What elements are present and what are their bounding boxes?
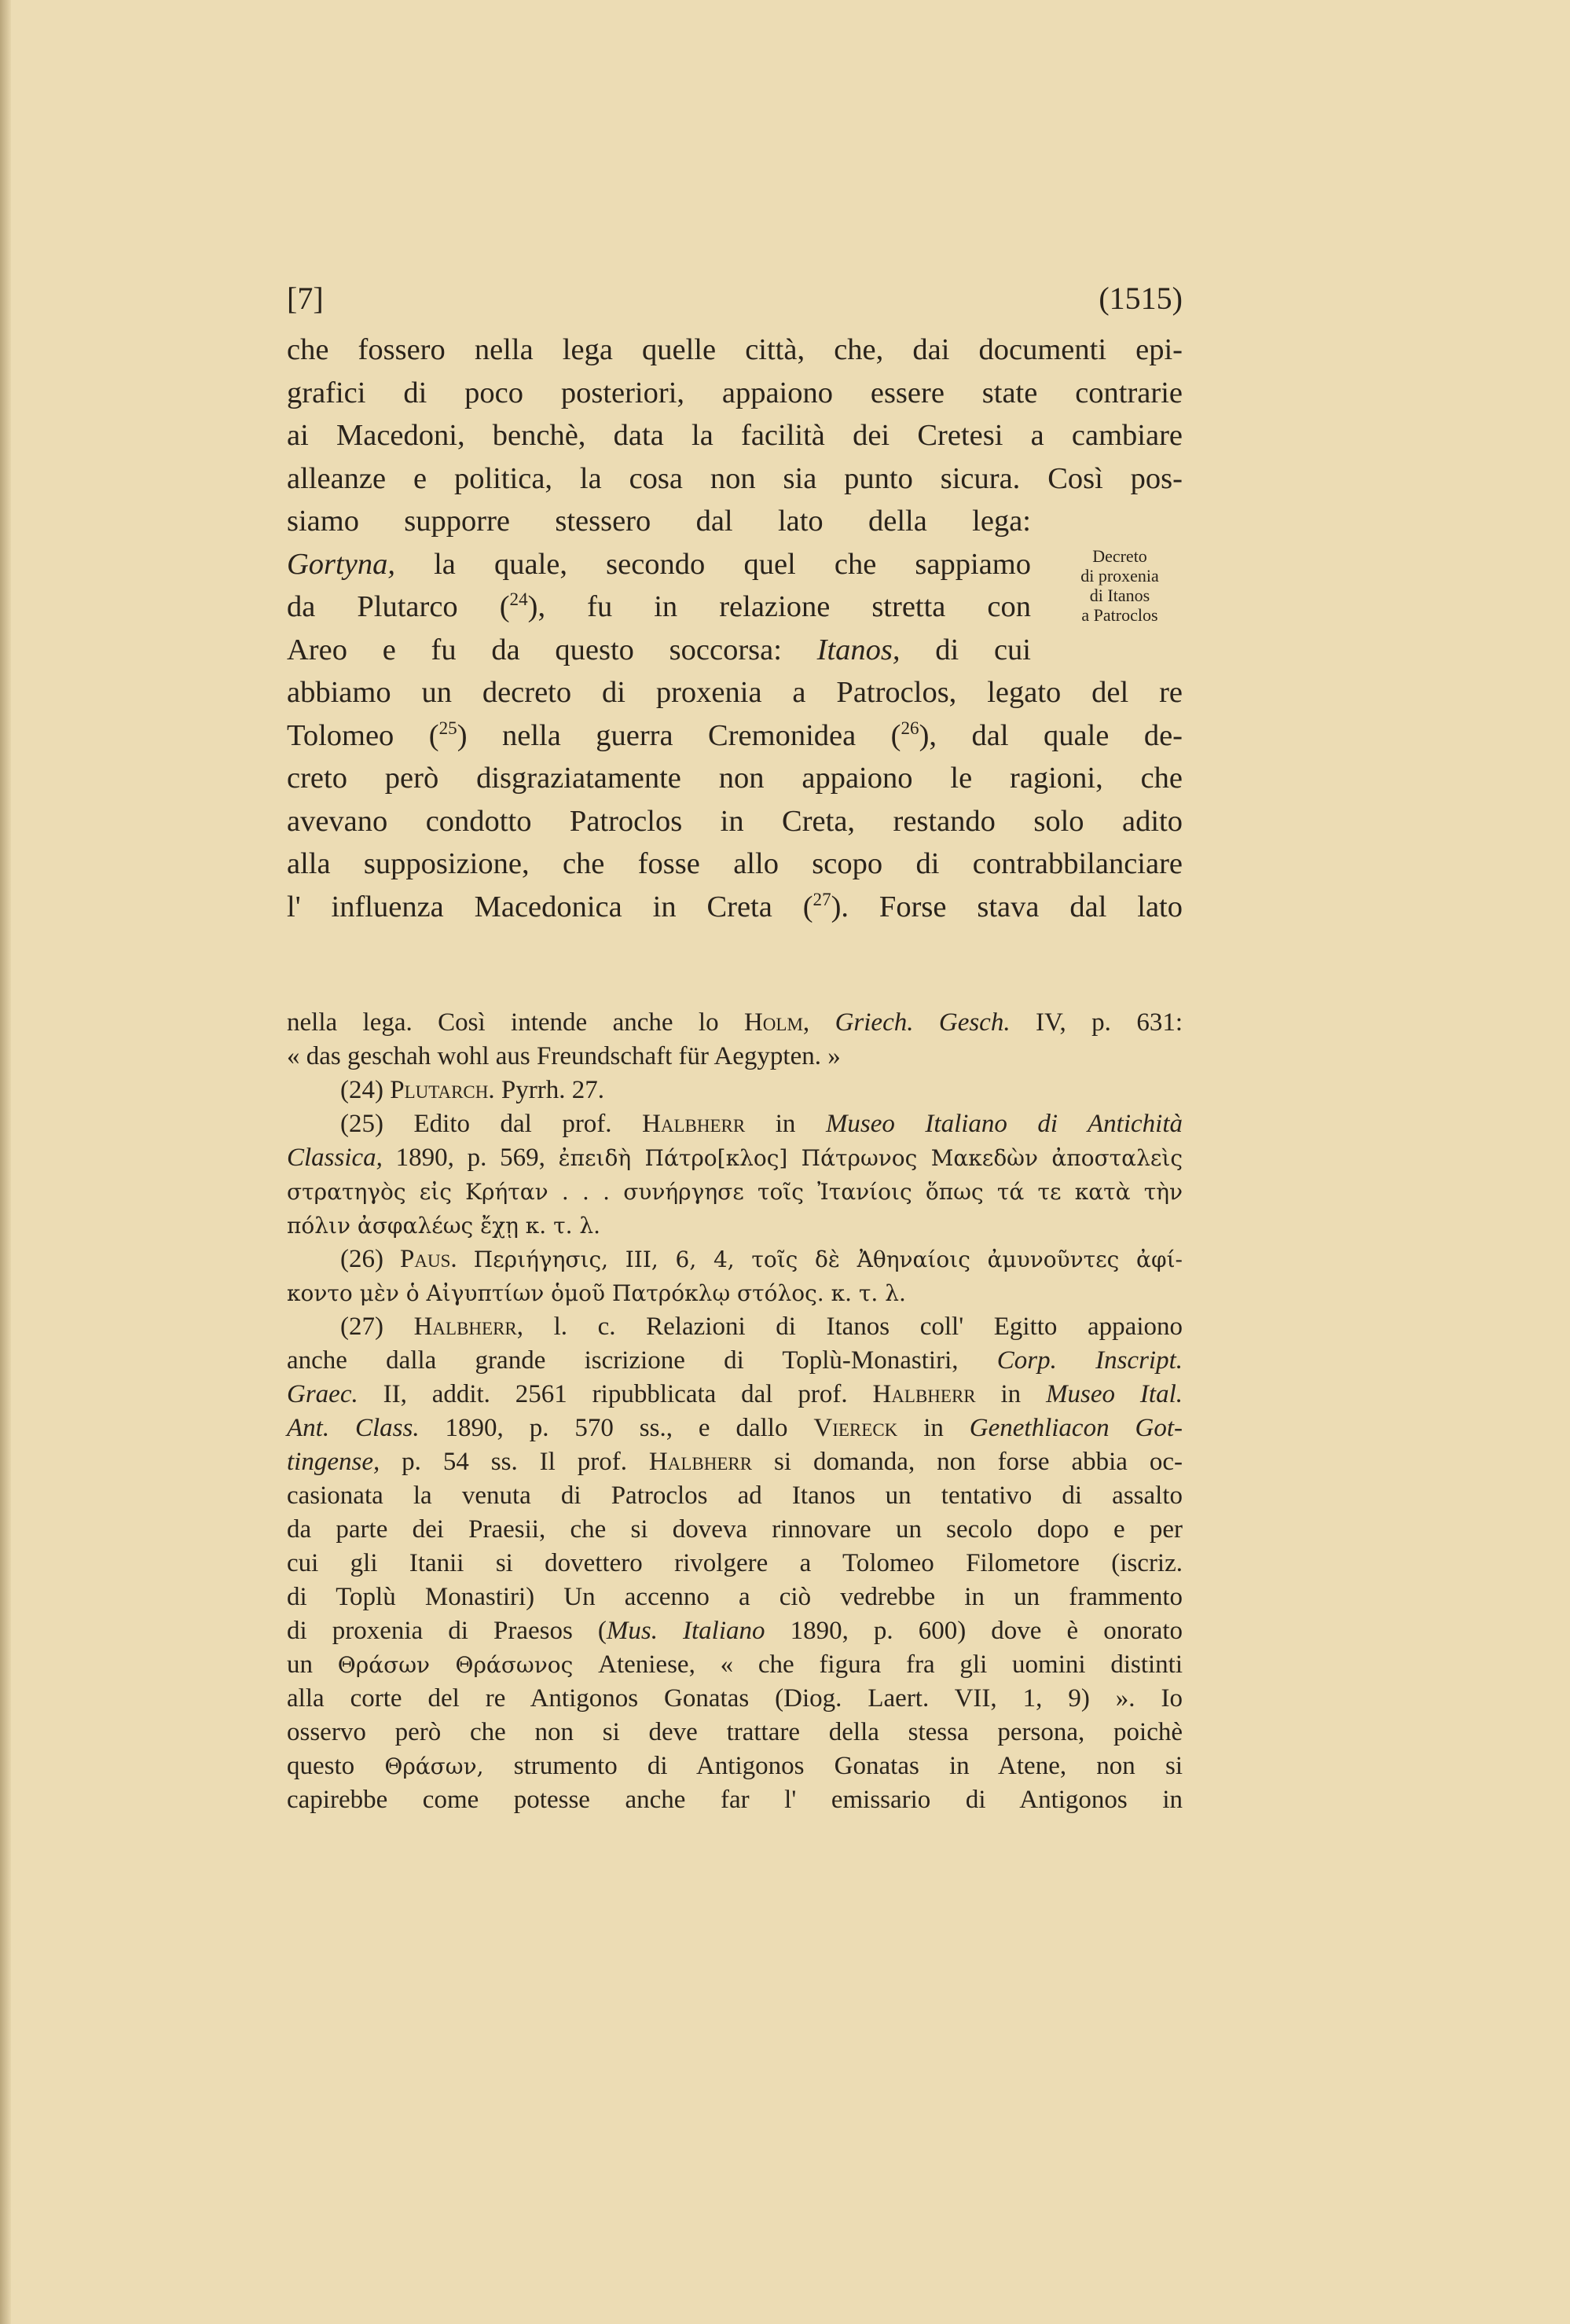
main-text — [287, 329, 1183, 928]
greek-quote: κοντο μὲν ὁ Αἰγυπτίων ὁμοῦ Πατρόκλῳ στόλος. κ. τ. λ. — [287, 1280, 906, 1306]
footnote-line: anche dalla grande iscrizione di Toplù-Monastiri, Corp. Inscript. — [287, 1346, 1183, 1375]
footnote-line: Classica, 1890, p. 569, ἐπειδὴ Πάτρο[κλος] Πάτρωνος Μακεδὼν ἀποσταλεὶς — [287, 1144, 1183, 1172]
text-line: l' influenza Macedonica in Creta ($^{27}$). Forse stava dal lato — [287, 888, 1183, 923]
footnote-line: alla corte del re Antigonos Gonatas (Diog. Laert. VII, 1, 9) ». Io — [287, 1684, 1183, 1713]
work-title: Corp. Inscript. — [996, 1346, 1183, 1375]
footnote-ref: 27 — [813, 888, 831, 909]
footnote-line: Graec. II, addit. 2561 ripubblicata dal prof. Halbherr in Museo Ital. — [287, 1380, 1183, 1408]
work-title: Graec. — [287, 1380, 358, 1408]
text-line: alla supposizione, che fosse allo scopo di contrabbilanciare — [287, 847, 1183, 880]
text-line: che fossero nella lega quelle città, che, dai documenti epi- — [287, 333, 1183, 366]
text-line: siamo supporre stessero dal lato della lega: — [287, 505, 1031, 538]
footnote-line: casionata la venuta di Patroclos ad Itanos un tentativo di assalto — [287, 1481, 1183, 1510]
greek-name: Θράσων, — [384, 1753, 484, 1779]
place-name: Gortyna, — [287, 547, 395, 581]
work-title: Classica, — [287, 1144, 383, 1172]
text-line: ai Macedoni, benchè, data la facilità dei Cretesi a cambiare — [287, 419, 1183, 452]
page-edge — [0, 0, 11, 2324]
footnote-26: (26) Paus. Περιήγησις, III, 6, 4, τοῖς δὲ Ἀθηναίοις ἀμυνοῦντες ἀφί- — [340, 1245, 1183, 1273]
page-number-bracket: [7] — [287, 281, 324, 316]
footnote-25: (25) Edito dal prof. Halbherr in Museo Italiano di Antichità — [340, 1110, 1183, 1138]
text-line: alleanze e politica, la cosa non sia punto sicura. Così pos- — [287, 461, 1183, 495]
greek-quote: Περιήγησις, III, 6, 4, τοῖς δὲ Ἀθηναίοις ἀμυνοῦντες ἀφί- — [473, 1246, 1183, 1272]
footnote-27: (27) Halbherr, l. c. Relazioni di Itanos coll' Egitto appaiono — [340, 1313, 1183, 1341]
greek-quote: πόλιν ἀσφαλέως ἔχῃ κ. τ. λ. — [287, 1213, 601, 1239]
author-name: Halbherr — [872, 1380, 976, 1408]
page-number-continuous: (1515) — [1099, 281, 1183, 316]
footnote-line: « das geschah wohl aus Freundschaft für Aegypten. » — [287, 1042, 841, 1070]
footnote-line: nella lega. Così intende anche lo Holm, Griech. Gesch. IV, p. 631: — [287, 1008, 1183, 1037]
text-line: grafici di poco posteriori, appaiono essere state contrarie — [287, 376, 1183, 409]
footnote-line: tingense, p. 54 ss. Il prof. Halbherr si domanda, non forse abbia oc- — [287, 1448, 1183, 1476]
greek-quote: στρατηγὸς εἰς Κρήταν . . . συνήργησε τοῖς Ἰτανίοις ὅπως τά τε κατὰ τὴν — [287, 1179, 1183, 1205]
footnote-ref: 24 — [509, 589, 528, 610]
work-title: Museo Italiano di Antichità — [825, 1110, 1183, 1138]
footnote-line: di Toplù Monastiri) Un accenno a ciò vedrebbe in un frammento — [287, 1583, 1183, 1611]
greek-quote: ἐπειδὴ Πάτρο[κλος] Πάτρωνος Μακεδὼν ἀποσταλεὶς — [558, 1145, 1183, 1171]
footnote-line: questo Θράσων, strumento di Antigonos Gonatas in Atene, non si — [287, 1752, 1183, 1780]
author-name: Halbherr, — [413, 1313, 524, 1341]
text-line: abbiamo un decreto di proxenia a Patroclos, legato del re — [287, 676, 1183, 709]
author-name: Holm, — [743, 1008, 810, 1037]
text-line: Gortyna, la quale, secondo quel che sappiamo — [287, 547, 1031, 581]
work-title: Museo Ital. — [1046, 1380, 1183, 1408]
text-line: Areo e fu da questo soccorsa: Itanos, di cui — [287, 633, 1031, 666]
place-name: Itanos, — [816, 633, 901, 666]
margin-note: Decreto di proxenia di Itanos a Patroclos — [1080, 546, 1159, 625]
work-title: Ant. Class. — [287, 1414, 420, 1442]
footnote-ref: 26 — [901, 717, 919, 738]
text-line: avevano condotto Patroclos in Creta, restando solo adito — [287, 804, 1183, 838]
footnote-24: (24) Plutarch. Pyrrh. 27. — [340, 1076, 604, 1104]
footnote-line: di proxenia di Praesos (Mus. Italiano 1890, p. 600) dove è onorato — [287, 1617, 1183, 1645]
text-line: da Plutarco ($^{24}$), fu in relazione stretta con — [287, 589, 1032, 623]
text-line: Tolomeo ($^{25}$) nella guerra Cremonidea ($^{26}$), dal quale de- — [287, 717, 1183, 752]
author-name: Plutarch. — [390, 1076, 495, 1104]
text-line: creto però disgraziatamente non appaiono le ragioni, che — [287, 762, 1183, 795]
author-name: Halbherr — [642, 1110, 746, 1138]
footnote-line: capirebbe come potesse anche far l' emissario di Antigonos in — [287, 1786, 1183, 1814]
author-name: Paus. — [400, 1245, 457, 1273]
footnote-line: da parte dei Praesii, che si doveva rinnovare un secolo dopo e per — [287, 1515, 1183, 1544]
footnote-line: cui gli Itanii si dovettero rivolgere a Tolomeo Filometore (iscriz. — [287, 1549, 1183, 1577]
work-title: Griech. Gesch. — [835, 1008, 1011, 1037]
work-title: tingense, — [287, 1448, 380, 1476]
work-title: Genethliacon Got- — [969, 1414, 1183, 1442]
footnotes — [287, 1006, 1183, 1817]
footnote-ref: 25 — [438, 717, 457, 738]
footnote-line: osservo però che non si deve trattare della stessa persona, poichè — [287, 1718, 1183, 1746]
work-title: Mus. Italiano — [606, 1617, 765, 1645]
footnote-line: Ant. Class. 1890, p. 570 ss., e dallo Viereck in Genethliacon Got- — [287, 1414, 1183, 1442]
author-name: Viereck — [813, 1414, 898, 1442]
footnote-line: un Θράσων Θράσωνος Ateniese, « che figura fra gli uomini distinti — [287, 1650, 1183, 1679]
author-name: Halbherr — [648, 1448, 753, 1476]
greek-name: Θράσων Θράσωνος — [337, 1652, 574, 1678]
